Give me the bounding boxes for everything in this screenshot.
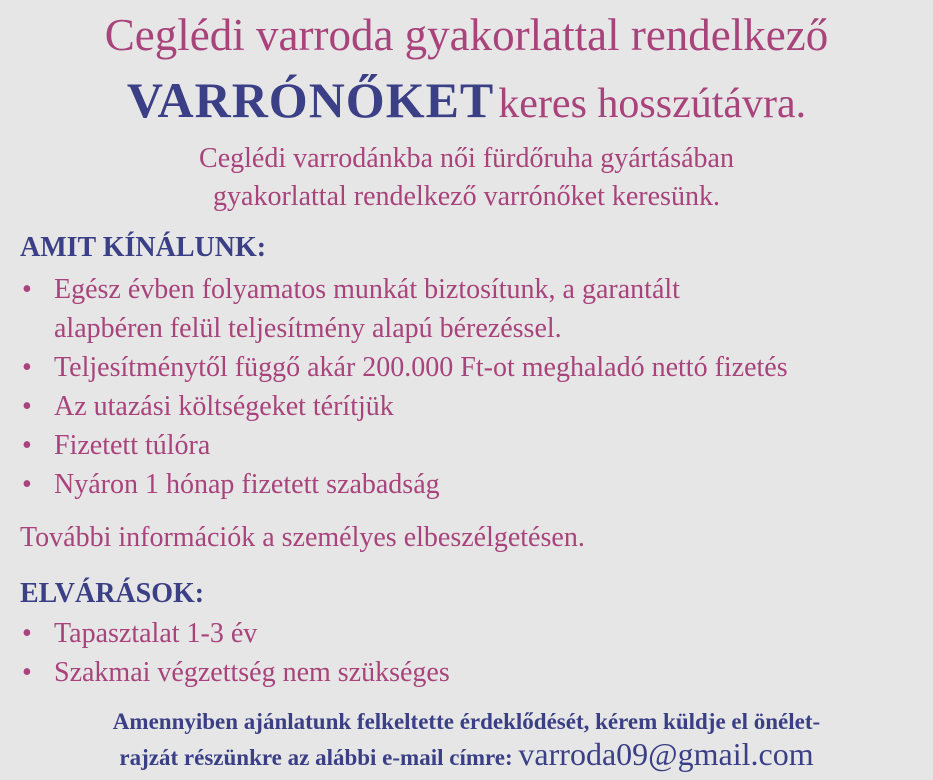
list-item	[20, 653, 450, 692]
footer-line2-text: rajzát részünkre az alábbi e-mail címre:	[119, 745, 513, 770]
list-item	[20, 426, 788, 465]
list-item-text: Nyáron 1 hónap fizetett szabadság	[54, 469, 440, 500]
bullet-icon: •	[22, 657, 32, 688]
headline-rest: keres hosszútávra.	[498, 81, 807, 127]
list-item	[20, 465, 788, 504]
list-item	[20, 387, 788, 426]
list-item	[20, 270, 788, 348]
bullet-icon: •	[22, 391, 32, 422]
list-item-text: Egész évben folyamatos munkát biztosítunk, a garantált	[54, 274, 680, 305]
requirements-list	[20, 614, 450, 692]
intro-line2: gyakorlattal rendelkező varrónőket keresünk.	[213, 181, 720, 212]
list-item-text: Teljesítménytől függő akár 200.000 Ft-ot meghaladó nettó fizetés	[54, 352, 788, 383]
bullet-icon: •	[22, 469, 32, 500]
requirements-section-title: ELVÁRÁSOK:	[20, 578, 205, 609]
offer-list	[20, 270, 788, 504]
contact-email[interactable]: varroda09@gmail.com	[518, 736, 814, 772]
bullet-icon: •	[22, 618, 32, 649]
footer-line2	[0, 738, 933, 774]
bullet-icon: •	[22, 274, 32, 305]
footer-line1: Amennyiben ajánlatunk felkeltette érdeklődését, kérem küldje el önélet-	[112, 709, 821, 734]
list-item-text-continued: alapbéren felül teljesítmény alapú bérezéssel.	[54, 313, 562, 344]
contact-footer	[0, 706, 933, 774]
headline-line2	[0, 70, 933, 143]
list-item-text: Tapasztalat 1-3 év	[54, 618, 258, 649]
intro-text	[0, 140, 933, 216]
list-item-text: Az utazási költségeket térítjük	[54, 391, 394, 422]
list-item-text: Fizetett túlóra	[54, 430, 211, 461]
list-item-text: Szakmai végzettség nem szükséges	[54, 657, 450, 688]
list-item	[20, 348, 788, 387]
list-item	[20, 614, 450, 653]
intro-line1: Ceglédi varrodánkba női fürdőruha gyártásában	[199, 143, 734, 174]
bullet-icon: •	[22, 430, 32, 461]
headline-emphasis: VARRÓNŐKET	[126, 72, 495, 128]
more-info-text: További információk a személyes elbeszélgetésen.	[20, 522, 585, 553]
bullet-icon: •	[22, 352, 32, 383]
headline-line1: Ceglédi varroda gyakorlattal rendelkező	[104, 10, 829, 60]
offer-section-title: AMIT KÍNÁLUNK:	[20, 232, 267, 263]
